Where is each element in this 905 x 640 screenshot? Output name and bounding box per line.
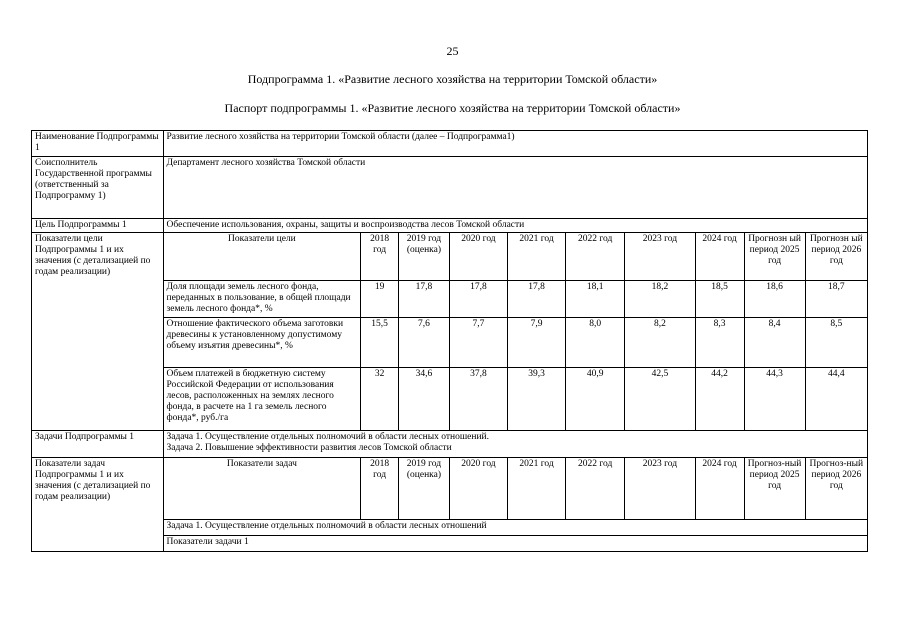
- task-item: Задача 1. Осуществление отдельных полномочий в области лесных отношений.: [166, 432, 489, 442]
- subprogram-title: Подпрограмма 1. «Развитие лесного хозяйства на территории Томской области»: [247, 72, 658, 86]
- goal-value-cell: 18,7: [805, 281, 867, 318]
- page-number: 25: [446, 44, 459, 58]
- task-indicators-label: Показатели задач Подпрограммы 1 и их значения (с детализацией по годам реализации): [32, 458, 164, 552]
- goal-header-indicator: Показатели цели: [163, 233, 361, 281]
- task-header-indicator: Показатели задач: [163, 458, 361, 520]
- goal-value-cell: 44,3: [744, 368, 805, 431]
- row-tasks: [32, 431, 868, 458]
- coexecutor-label: Соисполнитель Государственной программы (ответственный за Подпрограмму 1): [32, 157, 164, 219]
- goal-value-cell: 37,8: [449, 368, 507, 431]
- goal-indicator-name: Отношение фактического объема заготовки древесины к установленному допустимому объему изъятия древесины*, %: [163, 318, 361, 368]
- task-header-2018: 2018 год: [361, 458, 399, 520]
- task-header-2021: 2021 год: [508, 458, 566, 520]
- goal-value-cell: 18,2: [625, 281, 695, 318]
- task1-indicators-title: Показатели задачи 1: [163, 536, 868, 552]
- goal-value-cell: 8,4: [744, 318, 805, 368]
- task-indicators-header-row: [32, 458, 868, 520]
- goal-value-cell: 18,1: [566, 281, 625, 318]
- name-value: Развитие лесного хозяйства на территории Томской области (далее – Подпрограмма1): [163, 131, 868, 157]
- goal-header-2020: 2020 год: [449, 233, 507, 281]
- task-header-2024: 2024 год: [695, 458, 744, 520]
- goal-header-2022: 2022 год: [566, 233, 625, 281]
- goal-value-cell: 8,3: [695, 318, 744, 368]
- goal-value-cell: 8,0: [566, 318, 625, 368]
- task1-title: Задача 1. Осуществление отдельных полномочий в области лесных отношений: [163, 520, 868, 536]
- goal-value-cell: 39,3: [508, 368, 566, 431]
- goal-value-cell: 7,6: [398, 318, 449, 368]
- goal-indicator-name: Объем платежей в бюджетную систему Российской Федерации от использования лесов, расположенных на землях лесного фонда, в расчете на 1 га земель лесного фонда*, руб./га: [163, 368, 361, 431]
- goal-indicators-label: Показатели цели Подпрограммы 1 и их значения (с детализацией по годам реализации): [32, 233, 164, 431]
- task-header-2022: 2022 год: [566, 458, 625, 520]
- goal-value-cell: 17,8: [449, 281, 507, 318]
- goal-header-2026: Прогнозн ый период 2026 год: [805, 233, 867, 281]
- row-coexecutor: [32, 157, 868, 219]
- goal-indicator-name: Доля площади земель лесного фонда, переданных в пользование, в общей площади земель лесного фонда*, %: [163, 281, 361, 318]
- goal-value-cell: 15,5: [361, 318, 399, 368]
- goal-header-2024: 2024 год: [695, 233, 744, 281]
- goal-header-2023: 2023 год: [625, 233, 695, 281]
- goal-value-cell: 42,5: [625, 368, 695, 431]
- task-item: Задача 2. Повышение эффективности развития лесов Томской области: [166, 442, 452, 453]
- goal-header-2021: 2021 год: [508, 233, 566, 281]
- task-header-2025: Прогноз-ный период 2025 год: [744, 458, 805, 520]
- goal-value-cell: 7,9: [508, 318, 566, 368]
- row-goal: [32, 219, 868, 233]
- goal-header-2018: 2018 год: [361, 233, 399, 281]
- goal-value-cell: 44,2: [695, 368, 744, 431]
- passport-title: Паспорт подпрограммы 1. «Развитие лесного хозяйства на территории Томской области»: [224, 101, 681, 115]
- task-header-2026: Прогноз-ный период 2026 год: [805, 458, 867, 520]
- goal-value-cell: 34,6: [398, 368, 449, 431]
- tasks-label: Задачи Подпрограммы 1: [32, 431, 164, 458]
- task-header-2023: 2023 год: [625, 458, 695, 520]
- goal-header-2019: 2019 год (оценка): [398, 233, 449, 281]
- goal-value-cell: 44,4: [805, 368, 867, 431]
- task-header-2019: 2019 год (оценка): [398, 458, 449, 520]
- goal-value-cell: 18,6: [744, 281, 805, 318]
- coexecutor-value: Департамент лесного хозяйства Томской области: [163, 157, 868, 219]
- goal-value-cell: 19: [361, 281, 399, 318]
- goal-value-cell: 32: [361, 368, 399, 431]
- goal-value-cell: 7,7: [449, 318, 507, 368]
- tasks-value: [163, 431, 868, 458]
- row-name: [32, 131, 868, 157]
- goal-value-cell: 40,9: [566, 368, 625, 431]
- goal-indicators-header-row: [32, 233, 868, 281]
- goal-value-cell: 8,5: [805, 318, 867, 368]
- goal-label: Цель Подпрограммы 1: [32, 219, 164, 233]
- goal-value-cell: 18,5: [695, 281, 744, 318]
- goal-header-2025: Прогнозн ый период 2025 год: [744, 233, 805, 281]
- passport-table: [31, 130, 868, 552]
- goal-value-cell: 17,8: [398, 281, 449, 318]
- goal-value-cell: 8,2: [625, 318, 695, 368]
- goal-value-cell: 17,8: [508, 281, 566, 318]
- name-label: Наименование Подпрограммы 1: [32, 131, 164, 157]
- goal-value: Обеспечение использования, охраны, защиты и воспроизводства лесов Томской области: [163, 219, 868, 233]
- task-header-2020: 2020 год: [449, 458, 507, 520]
